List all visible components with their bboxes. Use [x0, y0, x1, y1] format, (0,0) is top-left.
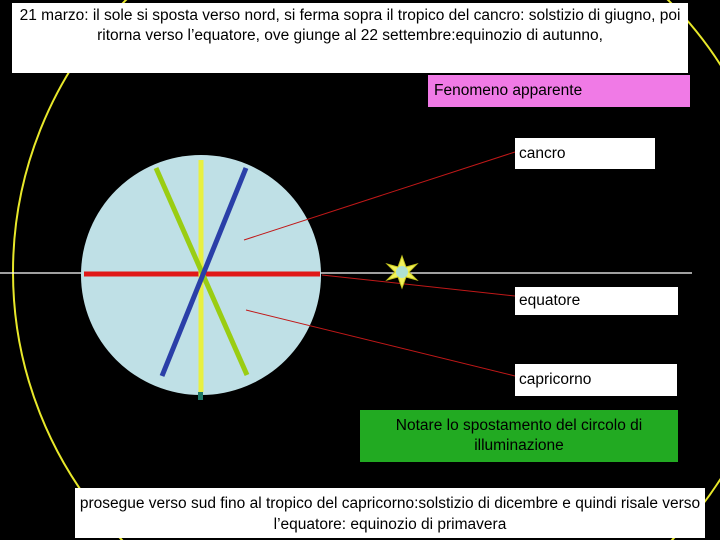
pointer-equator [322, 275, 515, 296]
top-caption: 21 marzo: il sole si sposta verso nord, si ferma sopra il tropico del cancro: solstizio di giugno, poi ritorna verso l’equatore, ove giunge al 22 settembre:equinozio di autunno, [12, 3, 688, 73]
phenomenon-label: Fenomeno apparente [428, 75, 690, 107]
equator-label: equatore [515, 287, 678, 315]
axis-foot-mark [198, 392, 203, 400]
tropic-cancer-label: cancro [515, 138, 655, 169]
illumination-note: Notare lo spostamento del circolo di illuminazione [360, 410, 678, 462]
tropic-capricorn-label: capricorno [515, 364, 677, 396]
sun-icon [387, 256, 417, 288]
bottom-caption: prosegue verso sud fino al tropico del capricorno:solstizio di dicembre e quindi risale verso l’equatore: equinozio di primavera [75, 488, 705, 538]
